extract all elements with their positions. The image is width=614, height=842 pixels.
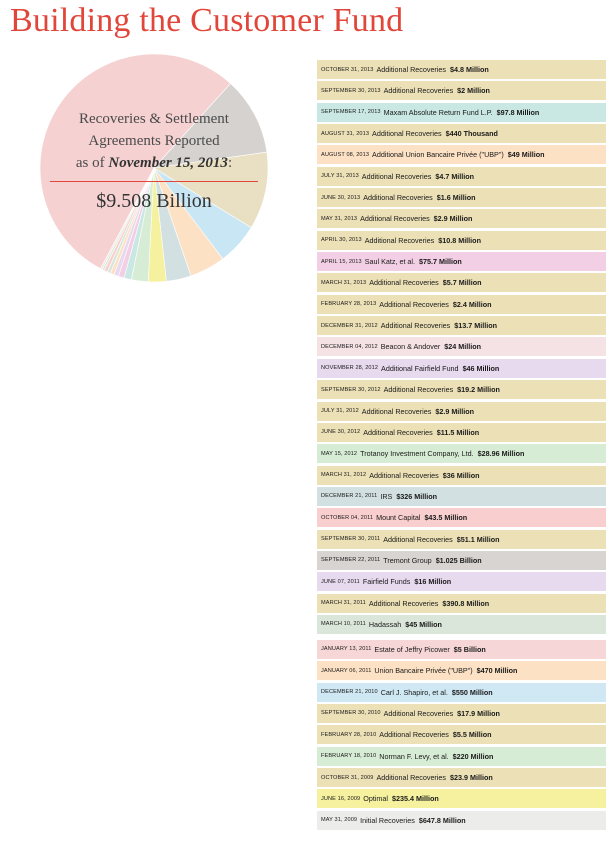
recovery-date: FEBRUARY 28, 2013 — [321, 301, 377, 308]
recovery-row — [317, 594, 606, 613]
recovery-date: NOVEMBER 28, 2012 — [321, 365, 379, 372]
recovery-row — [317, 316, 606, 335]
recovery-amount: $5 Billion — [453, 644, 486, 654]
recovery-description: Additional Recoveries — [360, 214, 430, 224]
recovery-amount: $2.9 Million — [435, 406, 475, 416]
recovery-date: AUGUST 08, 2013 — [321, 151, 370, 158]
recovery-row — [317, 295, 606, 314]
recovery-date: JUNE 16, 2009 — [321, 795, 361, 802]
page-title: Building the Customer Fund — [10, 2, 404, 39]
recovery-amount: $17.9 Million — [457, 708, 500, 718]
recovery-row — [317, 661, 606, 680]
recovery-amount: $2.4 Million — [452, 299, 492, 309]
recovery-description: Additional Recoveries — [383, 708, 454, 718]
recovery-date: OCTOBER 31, 2013 — [321, 66, 374, 73]
recovery-row — [317, 811, 606, 830]
recovery-description: Additional Recoveries — [364, 235, 435, 245]
pie-caption-line3 — [39, 152, 269, 174]
recovery-description: Union Bancaire Privée ("UBP") — [374, 666, 473, 676]
recovery-row — [317, 508, 606, 527]
recovery-description: Estate of Jeffry Picower — [374, 644, 450, 654]
recovery-date: FEBRUARY 18, 2010 — [321, 753, 377, 760]
recovery-date: APRIL 15, 2013 — [321, 258, 362, 265]
recovery-description: Fairfield Funds — [362, 577, 411, 587]
recovery-amount: $4.8 Million — [450, 65, 489, 74]
recovery-amount: $326 Million — [396, 491, 438, 501]
recovery-description: Additional Recoveries — [376, 65, 447, 74]
recovery-date: JANUARY 13, 2011 — [321, 646, 372, 653]
recovery-amount: $45 Million — [405, 619, 442, 629]
recovery-row — [317, 103, 606, 122]
recovery-date: JULY 31, 2013 — [321, 173, 359, 180]
recovery-row — [317, 704, 606, 723]
recovery-amount: $1.6 Million — [436, 193, 476, 203]
recovery-amount: $235.4 Million — [392, 794, 439, 804]
recovery-amount: $647.8 Million — [418, 815, 466, 825]
recovery-date: SEPTEMBER 22, 2011 — [321, 557, 381, 564]
recovery-amount: $10.8 Million — [438, 235, 481, 245]
recovery-amount: $220 Million — [452, 751, 494, 761]
recovery-date: SEPTEMBER 30, 2012 — [321, 386, 381, 393]
recovery-description: Hadassah — [368, 619, 402, 629]
recovery-date: SEPTEMBER 17, 2013 — [321, 109, 381, 116]
recovery-date: MAY 31, 2009 — [321, 817, 358, 824]
recovery-amount: $5.7 Million — [442, 278, 482, 288]
recovery-description: IRS — [380, 491, 393, 501]
pie-caption-line2: Agreements Reported — [88, 133, 220, 149]
recovery-date: MARCH 31, 2011 — [321, 600, 366, 607]
pie-caption-suffix: : — [227, 155, 233, 171]
pie-caption-date: November 15, 2013 — [108, 155, 228, 171]
recovery-row — [317, 60, 606, 79]
recovery-amount: $19.2 Million — [457, 385, 500, 395]
recovery-date: OCTOBER 31, 2009 — [321, 774, 374, 781]
recovery-date: DECEMBER 04, 2012 — [321, 343, 378, 350]
recovery-row — [317, 337, 606, 356]
recovery-row — [317, 124, 606, 143]
recovery-description: Additional Recoveries — [361, 171, 432, 181]
recovery-date: APRIL 30, 2013 — [321, 237, 362, 244]
recovery-date: MAY 15, 2012 — [321, 450, 358, 457]
recovery-amount: $49 Million — [507, 150, 545, 160]
recovery-description: Additional Recoveries — [363, 193, 433, 203]
recovery-amount: $24 Million — [444, 342, 482, 352]
recovery-description: Tremont Group — [383, 555, 432, 565]
recovery-row — [317, 530, 606, 549]
recovery-amount: $97.8 Million — [496, 107, 540, 117]
recovery-description: Mount Capital — [376, 513, 421, 523]
recovery-description: Maxam Absolute Return Fund L.P. — [383, 107, 493, 117]
recovery-amount: $2.9 Million — [433, 214, 473, 224]
recovery-description: Optimal — [363, 794, 389, 804]
recovery-amount: $16 Million — [414, 577, 452, 587]
recovery-amount: $43.5 Million — [424, 513, 468, 523]
recovery-amount: $440 Thousand — [445, 129, 498, 139]
recovery-row — [317, 640, 606, 659]
recovery-row — [317, 444, 606, 463]
recovery-row — [317, 273, 606, 292]
recovery-amount: $28.96 Million — [477, 449, 525, 459]
recovery-row — [317, 209, 606, 228]
recovery-date: DECEMBER 31, 2012 — [321, 322, 378, 329]
recovery-date: JUNE 07, 2011 — [321, 578, 360, 585]
recoveries-pie-chart — [39, 53, 269, 283]
recovery-date: DECEMBER 21, 2011 — [321, 493, 378, 500]
recovery-description: Additional Recoveries — [383, 86, 454, 96]
recovery-amount: $51.1 Million — [456, 534, 500, 544]
pie-caption-line1: Recoveries & Settlement — [79, 111, 229, 127]
recovery-amount: $4.7 Million — [435, 171, 475, 181]
recovery-date: JUNE 30, 2012 — [321, 429, 361, 436]
recovery-description: Additional Recoveries — [383, 385, 454, 395]
recovery-description: Initial Recoveries — [360, 815, 415, 825]
recovery-row — [317, 466, 606, 485]
recovery-description: Additional Recoveries — [363, 427, 433, 437]
recovery-amount: $75.7 Million — [419, 257, 462, 267]
recoveries-list — [317, 60, 606, 832]
recovery-description: Additional Fairfield Fund — [381, 363, 459, 373]
recovery-row — [317, 145, 606, 164]
recovery-date: SEPTEMBER 30, 2011 — [321, 536, 381, 543]
recovery-date: AUGUST 31, 2013 — [321, 130, 370, 137]
recovery-description: Additional Recoveries — [369, 278, 439, 288]
pie-caption-prefix: as of — [75, 155, 109, 171]
recovery-description: Additional Recoveries — [379, 299, 449, 309]
recovery-description: Norman F. Levy, et al. — [379, 751, 449, 761]
recovery-date: JANUARY 06, 2011 — [321, 667, 372, 674]
recovery-row — [317, 615, 606, 634]
recovery-row — [317, 188, 606, 207]
recovery-description: Additional Union Bancaire Privée ("UBP") — [372, 150, 504, 160]
recovery-row — [317, 683, 606, 702]
recovery-row — [317, 725, 606, 744]
recovery-date: FEBRUARY 28, 2010 — [321, 731, 377, 738]
recovery-date: SEPTEMBER 30, 2013 — [321, 87, 381, 94]
recovery-description: Additional Recoveries — [372, 129, 442, 139]
recovery-description: Additional Recoveries — [368, 598, 439, 608]
recovery-amount: $36 Million — [442, 470, 480, 480]
recovery-amount: $1.025 Billion — [435, 555, 482, 565]
recovery-date: MARCH 31, 2013 — [321, 279, 367, 286]
pie-caption-divider — [50, 181, 258, 182]
recovery-amount: $5.5 Million — [452, 730, 492, 740]
recovery-description: Additional Recoveries — [376, 773, 447, 782]
recovery-amount: $11.5 Million — [436, 427, 480, 437]
recovery-date: JULY 31, 2012 — [321, 408, 359, 414]
recovery-row — [317, 81, 606, 100]
recovery-date: OCTOBER 04, 2011 — [321, 514, 374, 521]
recovery-description: Additional Recoveries — [380, 321, 451, 331]
recovery-amount: $390.8 Million — [442, 598, 490, 608]
recovery-row — [317, 402, 606, 421]
recovery-amount: $470 Million — [476, 666, 518, 676]
recovery-description: Saul Katz, et al. — [364, 257, 416, 267]
recovery-row — [317, 380, 606, 399]
pie-total-amount: $9.508 Billion — [96, 190, 212, 212]
recovery-row — [317, 423, 606, 442]
recovery-date: MARCH 31, 2012 — [321, 472, 367, 479]
recovery-row — [317, 231, 606, 250]
recovery-amount: $2 Million — [457, 86, 490, 96]
recovery-row — [317, 768, 606, 787]
pie-caption — [39, 108, 269, 213]
recovery-row — [317, 747, 606, 766]
recovery-amount: $550 Million — [451, 687, 493, 697]
recovery-date: MAY 31, 2013 — [321, 215, 358, 222]
recovery-row — [317, 359, 606, 378]
recovery-row — [317, 551, 606, 570]
recovery-date: MARCH 10, 2011 — [321, 621, 366, 628]
recovery-description: Carl J. Shapiro, et al. — [380, 687, 448, 697]
recovery-date: SEPTEMBER 30, 2010 — [321, 710, 381, 717]
recovery-row — [317, 572, 606, 591]
recovery-description: Additional Recoveries — [383, 534, 453, 544]
recovery-row — [317, 487, 606, 506]
recovery-description: Additional Recoveries — [361, 406, 432, 416]
recovery-row — [317, 167, 606, 186]
recovery-amount: $23.9 Million — [450, 773, 493, 782]
recovery-description: Trotanoy Investment Company, Ltd. — [360, 449, 474, 459]
recovery-amount: $13.7 Million — [454, 321, 498, 331]
recovery-date: DECEMBER 21, 2010 — [321, 689, 378, 696]
recovery-date: JUNE 30, 2013 — [321, 194, 361, 201]
recovery-description: Additional Recoveries — [369, 470, 439, 480]
recovery-description: Beacon & Andover — [380, 342, 441, 352]
recovery-row — [317, 252, 606, 271]
recovery-description: Additional Recoveries — [379, 730, 449, 740]
recovery-amount: $46 Million — [462, 363, 500, 373]
recovery-row — [317, 789, 606, 808]
